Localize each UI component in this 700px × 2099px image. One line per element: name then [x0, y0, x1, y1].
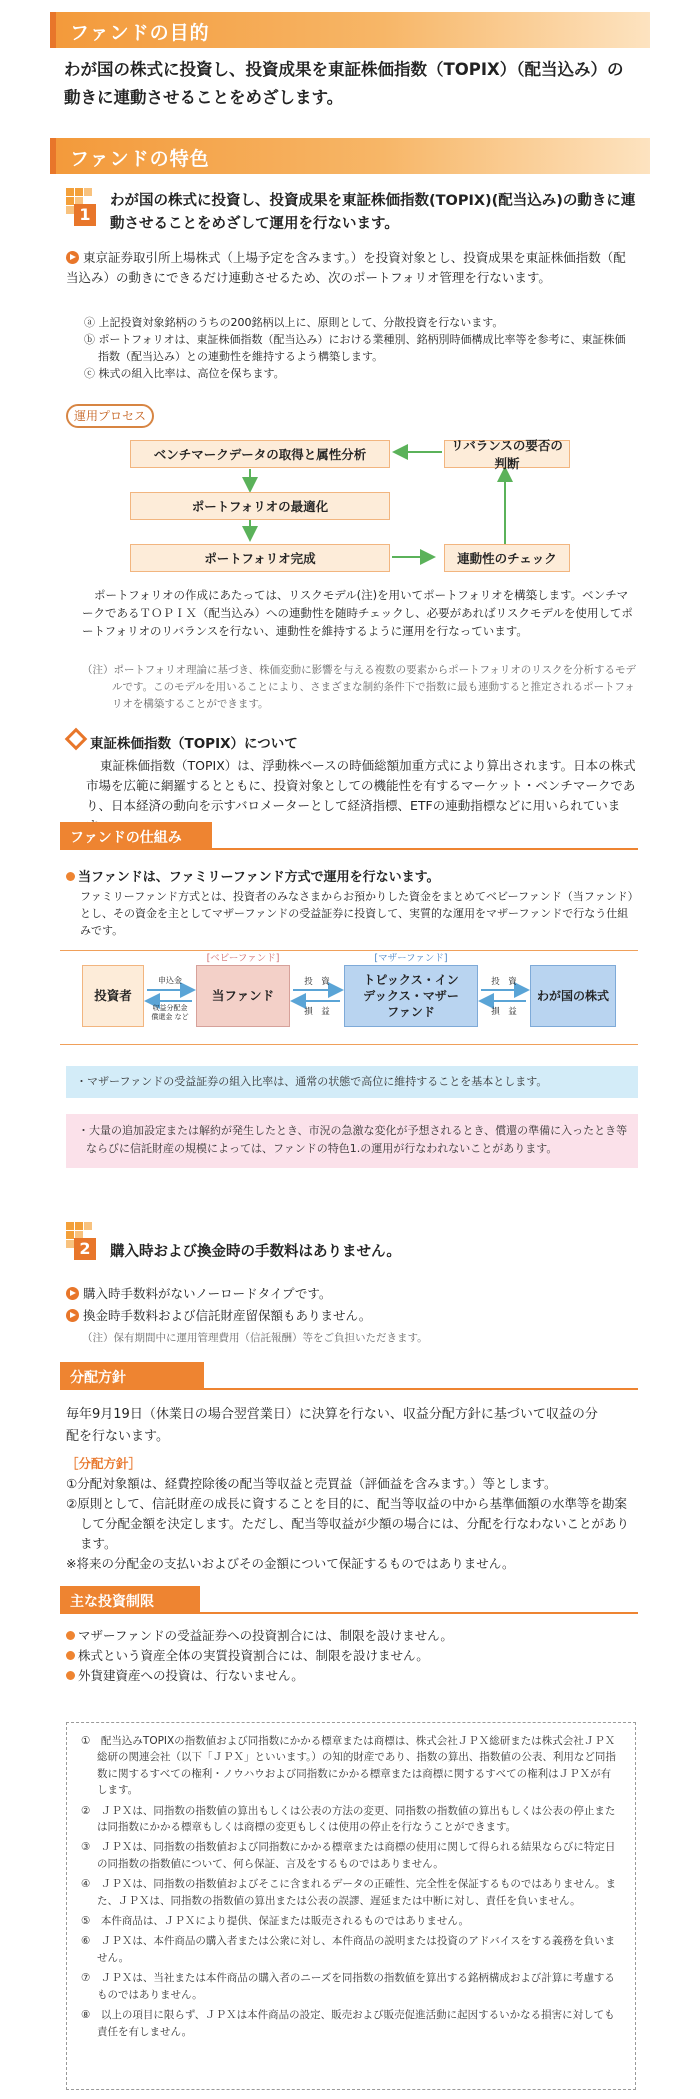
list-item: ⓐ 上記投資対象銘柄のうちの200銘柄以上に、原則として、分散投資を行ないます。 — [84, 316, 504, 329]
bullet-dot-icon — [66, 1671, 75, 1680]
restrictions-header — [60, 1586, 200, 1614]
bullet-dot-icon — [66, 1651, 75, 1660]
stocks-box: わが国の株式 — [530, 965, 616, 1027]
feature-1-title: わが国の株式に投資し、投資成果を東証株価指数(TOPIX)(配当込み)の動きに連動させることをめざして運用を行ないます。 — [110, 193, 636, 232]
arrow-bullet-icon — [66, 1309, 79, 1322]
process-rebalance-box: リバランスの要否の判断 — [444, 440, 570, 468]
pl-label-2: 損 益 — [491, 1007, 517, 1017]
mechanism-header-label: ファンドの仕組み — [70, 830, 182, 846]
feature-2-title: 購入時および換金時の手数料はありません。 — [110, 1244, 401, 1260]
distribution-header-line — [60, 1388, 638, 1390]
list-item: ⓒ 株式の組入比率は、高位を保ちます。 — [84, 367, 285, 380]
restrictions-list — [66, 1626, 453, 1686]
distribution-header — [60, 1362, 204, 1390]
note-pink-text: ・大量の追加設定または解約が発生したとき、市況の急激な変化が予想されるとき、償還の準備に入ったとき等ならびに信託財産の規模によっては、ファンドの特色1.の運用が行なわれないことがあります。 — [78, 1124, 628, 1155]
disclaimer-item: ⑤ 本件商品は、ＪＰＸにより提供、保証または販売されるものではありません。 — [81, 1915, 470, 1928]
process-benchmark-box: ベンチマークデータの取得と属性分析 — [130, 440, 390, 468]
disclaimer-item: ③ ＪＰＸは、同指数の指数値および同指数にかかる標章または商標の使用に関して得られる結果ならびに特定日の同指数の指数値について、何ら保証、言及をするものではありません。 — [81, 1841, 616, 1870]
payout-label: 収益分配金 償還金 など — [151, 1004, 189, 1021]
restriction-text: マザーファンドの受益証券への投資割合には、制限を設けません。 — [78, 1628, 453, 1643]
restrictions-header-label: 主な投資制限 — [70, 1594, 154, 1610]
disclaimer-item: ① 配当込みTOPIXの指数値および同指数にかかる標章または商標は、株式会社ＪＰＸ総研または株式会社ＪＰＸ総研の関連会社（以下「ＪＰＸ」といいます。）の知的財産であり、指数の算出、指数値の公表、利用など同指数に関するすべての権利・ノウハウおよび同指数にかかる標章または商標に関するすべての権利はＪＰＸが有します。 — [81, 1735, 616, 1797]
diagram-bottom-line — [60, 1044, 638, 1045]
process-optimize-box: ポートフォリオの最適化 — [130, 492, 390, 520]
process-complete-box: ポートフォリオ完成 — [130, 544, 390, 572]
purpose-header-label: ファンドの目的 — [70, 22, 210, 44]
restrictions-header-line — [60, 1612, 638, 1614]
disclaimer-item: ⑧ 以上の項目に限らず、ＪＰＸは本件商品の設定、販売および販売促進活動に起因するいかなる損害に対しても責任を有しません。 — [81, 2009, 615, 2038]
apply-label: 申込金 — [158, 976, 182, 985]
arrow-bullet-icon — [66, 1287, 79, 1300]
disclaimer-item: ⑥ ＪＰＸは、本件商品の購入者または公衆に対し、本件商品の説明または投資のアドバイスをする義務を負いません。 — [81, 1935, 616, 1964]
disclaimer-item: ④ ＪＰＸは、同指数の指数値およびそこに含まれるデータの正確性、完全性を保証するものではありません。また、ＪＰＸは、同指数の指数値の算出または公表の誤謬、遅延または中断に対し、責任を負いません。 — [81, 1878, 617, 1907]
list-item: ②原則として、信託財産の成長に資することを目的に、配当等収益の中から基準価額の水準等を勘案して分配金額を決定します。ただし、配当等収益が少額の場合には、分配を行なわないことがあります。 — [66, 1496, 630, 1551]
distribution-items — [66, 1474, 638, 1574]
pl-label-1: 損 益 — [304, 1007, 330, 1017]
restriction-text: 外貨建資産への投資は、行ないません。 — [78, 1668, 304, 1683]
bullet-dot-icon — [66, 1631, 75, 1640]
process-note: （注）ポートフォリオ理論に基づき、株価変動に影響を与える複数の要素からポートフォリオのリスクを分析するモデルです。このモデルを用いることにより、さまざまな制約条件下で指数に最も連動すると推定されるポートフォリオを構築することができます。 — [82, 664, 636, 710]
mother-fund-text: トピックス・インデックス・マザーファンド — [363, 973, 459, 1019]
feature-2-note: （注）保有期間中に運用管理費用（信託報酬）等をご負担いただきます。 — [82, 1332, 428, 1344]
baby-fund-label: [ベビーファンド] — [206, 953, 280, 964]
note-blue — [66, 1066, 638, 1098]
feature-1-number: 1 — [74, 204, 96, 226]
list-item — [66, 1646, 453, 1666]
list-item: ⓑ ポートフォリオは、東証株価指数（配当込み）における業種別、銘柄別時価構成比率等を参考に、東証株価指数（配当込み）との連動性を維持するよう構築します。 — [84, 333, 626, 363]
mechanism-text: ファミリーファンド方式とは、投資者のみなさまからお預かりした資金をまとめてベビーファンド（当ファンド）とし、その資金を主としてマザーファンドの受益証券に投資して、実質的な運用をマザーファンドで行なう仕組みです。 — [80, 890, 634, 937]
process-check-box: 連動性のチェック — [444, 544, 570, 572]
distribution-text: 毎年9月19日（休業日の場合翌営業日）に決算を行ない、収益分配方針に基づいて収益の分配を行ないます。 — [66, 1407, 598, 1444]
distribution-sub: ［分配方針］ — [66, 1456, 142, 1471]
feature-2-bullet-2 — [66, 1306, 371, 1326]
feature-2-bullet-1-text: 購入時手数料がないノーロードタイプです。 — [83, 1286, 332, 1301]
disclaimer-item: ⑦ ＪＰＸは、当社または本件商品の購入者のニーズを同指数の指数値を算出する銘柄構成および計算に考慮するものではありません。 — [81, 1972, 615, 2001]
list-item — [66, 1666, 453, 1686]
features-header-label: ファンドの特色 — [70, 148, 210, 170]
purpose-text: わが国の株式に投資し、投資成果を東証株価指数（TOPIX）（配当込み）の動きに連動させることをめざします。 — [64, 60, 624, 107]
feature-2-bullet-2-text: 換金時手数料および信託財産留保額もありません。 — [83, 1308, 372, 1323]
disclaimer-item: ② ＪＰＸは、同指数の指数値の算出もしくは公表の方法の変更、同指数の指数値の算出もしくは公表の停止または同指数にかかる標章もしくは商標の変更もしくは使用の停止を行なうことができます。 — [81, 1804, 616, 1834]
invest-label-1: 投 資 — [304, 977, 330, 987]
disclaimer-box — [66, 1722, 636, 2090]
feature-1-bullet-text: 東京証券取引所上場株式（上場予定を含みます。）を投資対象とし、投資成果を東証株価指数（配当込み）の動きにできるだけ連動させるため、次のポートフォリオ管理を行ないます。 — [66, 250, 626, 285]
feature-2-number-icon — [66, 1222, 100, 1260]
mechanism-lead-text: 当ファンドは、ファミリーファンド方式で運用を行ないます。 — [78, 870, 440, 885]
list-item: ※将来の分配金の支払いおよびその金額について保証するものではありません。 — [66, 1556, 515, 1571]
process-label: 運用プロセス — [66, 404, 154, 428]
process-text: ポートフォリオの作成にあたっては、リスクモデル(注)を用いてポートフォリオを構築します。ベンチマークであるＴＯＰＩＸ（配当込み）への連動性を随時チェックし、必要があればリスクモデルを使用してポートフォリオのリバランスを行ない、連動性を維持するように運用を行なっています。 — [82, 588, 633, 638]
restriction-text: 株式という資産全体の実質投資割合には、制限を設けません。 — [78, 1648, 429, 1663]
baby-fund-box: 当ファンド — [196, 965, 290, 1027]
note-pink — [66, 1114, 638, 1168]
list-item — [66, 1626, 453, 1646]
investor-box: 投資者 — [82, 965, 144, 1027]
feature-2-bullet-1 — [66, 1284, 331, 1304]
topix-text: 東証株価指数（TOPIX）は、浮動株ベースの時価総額加重方式により算出されます。日本の株式市場を広範に網羅するとともに、投資対象としての機能性を有するマーケット・ベンチマークであり、日本経済の動向を示すバロメーターとして経済指標、ETFの連動指標などに用いられていま — [86, 758, 636, 813]
mother-fund-label: [マザーファンド] — [374, 953, 448, 964]
invest-label-2: 投 資 — [491, 977, 517, 987]
note-blue-text: ・マザーファンドの受益証券の組入比率は、通常の状態で高位に維持することを基本とします。 — [76, 1075, 548, 1088]
feature-2-number: 2 — [74, 1238, 96, 1260]
list-item: ①分配対象額は、経費控除後の配当等収益と売買益（評価益を含みます。）等とします。 — [66, 1476, 557, 1491]
topix-title-text: 東証株価指数（TOPIX）について — [90, 736, 298, 752]
distribution-header-label: 分配方針 — [70, 1370, 126, 1386]
